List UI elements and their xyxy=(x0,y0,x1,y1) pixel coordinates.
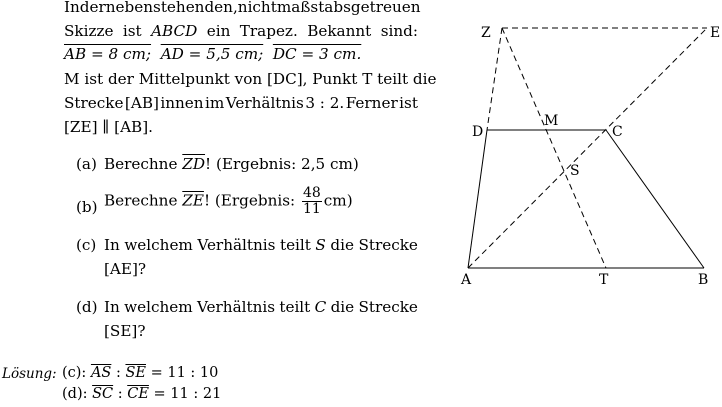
segment-zt xyxy=(502,28,606,268)
point-label-c: C xyxy=(612,124,623,140)
point-label-d: D xyxy=(472,124,484,140)
intro-line-5: Strecke [AB] innen im Verhältnis 3 : 2. Ferner ist xyxy=(64,94,418,112)
segment-ae xyxy=(468,28,707,268)
task-c-line-1: In welchem Verhältnis teilt S die Strecke xyxy=(104,236,418,254)
task-a-label: (a) xyxy=(76,155,97,173)
point-label-b: B xyxy=(698,272,709,288)
segment-zd xyxy=(487,28,502,130)
task-d-label: (d) xyxy=(76,298,98,316)
solution-label: Lösung: xyxy=(2,366,57,382)
point-label-m: M xyxy=(544,113,559,129)
task-a: Berechne $\overline{ZD}$! (Ergebnis: 2,5 cm) xyxy=(104,155,359,173)
task-b: Berechne $\overline{ZE}$! (Ergebnis: $\frac{48}{11}$ cm) xyxy=(104,185,353,217)
fraction: $\frac{48}{11}$ xyxy=(302,185,321,217)
task-d-line-2: [SE]? xyxy=(104,322,146,340)
task-d-line-1: In welchem Verhältnis teilt C die Strecke xyxy=(104,298,418,316)
task-c-label: (c) xyxy=(76,236,97,254)
segment-cb xyxy=(606,130,704,268)
intro-line-1: In der nebenstehenden, nicht maßstabsgetreuen xyxy=(64,0,421,16)
intro-line-2: Skizze ist ABCD ein Trapez. Bekannt sind: xyxy=(64,22,418,40)
intro-line-4: M ist der Mittelpunkt von [DC], Punkt T teilt die xyxy=(64,70,437,88)
given-dc: DC = 3 cm. xyxy=(272,45,362,63)
point-label-a: A xyxy=(461,272,472,288)
point-label-t: T xyxy=(599,272,609,288)
intro-line-6: [ZE] ∥ [AB]. xyxy=(64,118,153,136)
task-c-line-2: [AE]? xyxy=(104,260,147,278)
task-b-label: (b) xyxy=(76,198,98,216)
given-ab: AB = 8 cm; xyxy=(64,45,152,63)
solution-c: (c): $\overline{AS}$ : $\overline{SE} = 11$ : 10 xyxy=(62,365,219,381)
point-label-e: E xyxy=(710,25,721,41)
given-ad: AD = 5,5 cm; xyxy=(160,45,264,63)
segment-ad xyxy=(468,130,487,268)
point-label-z: Z xyxy=(481,25,491,41)
solution-d: (d): $\overline{SC}$ : $\overline{CE} = 11$ : 21 xyxy=(62,386,222,402)
point-label-s: S xyxy=(570,163,580,179)
